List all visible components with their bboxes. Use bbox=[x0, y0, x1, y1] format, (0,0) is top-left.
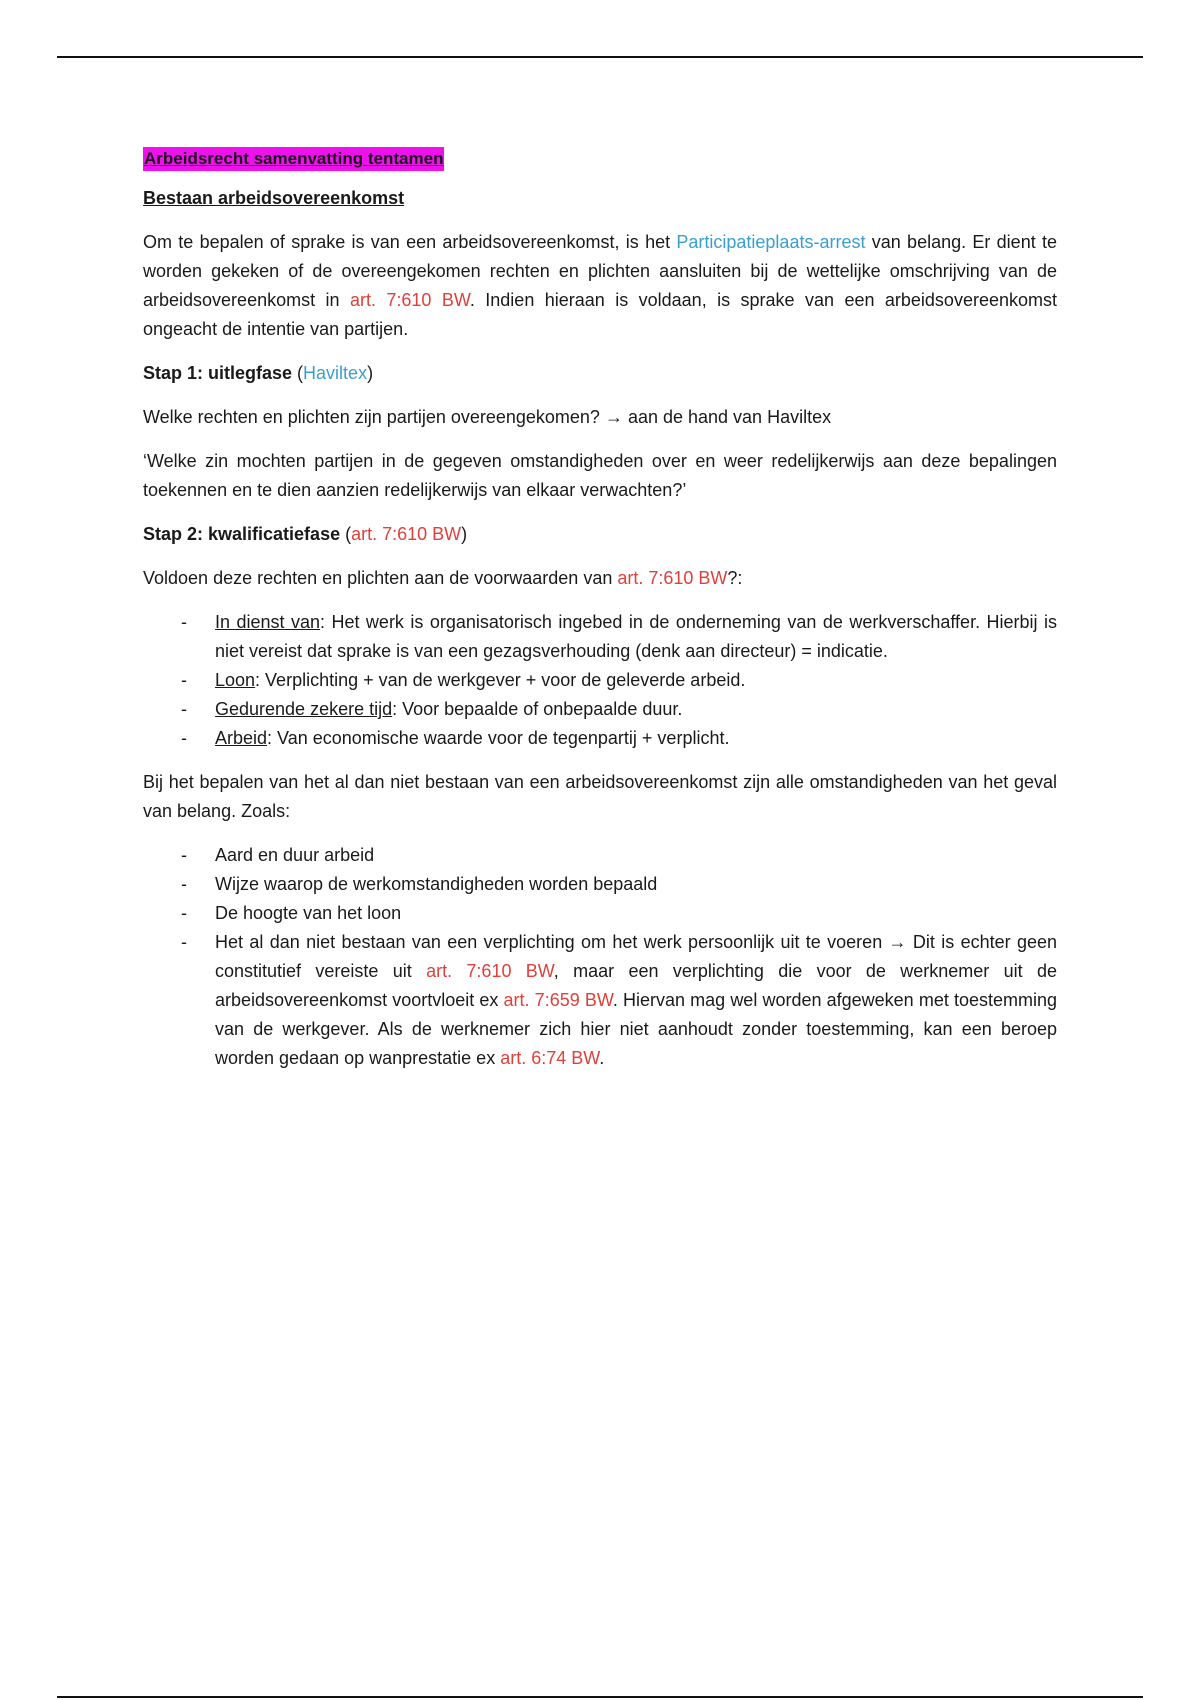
document-title: Arbeidsrecht samenvatting tentamen bbox=[143, 147, 444, 171]
list-item: - Wijze waarop de werkomstandigheden worden bepaald bbox=[143, 870, 1057, 899]
article-7-659-reference: art. 7:659 BW bbox=[503, 990, 613, 1010]
article-7-610-reference: art. 7:610 BW bbox=[426, 961, 554, 981]
intro-text-1: Om te bepalen of sprake is van een arbeidsovereenkomst, is het bbox=[143, 232, 677, 252]
step2-close-paren: ) bbox=[461, 524, 468, 544]
criterion-text: : Het werk is organisatorisch ingebed in de onderneming van de werkverschaffer. Hierbij is niet vereist dat sprake is van een gezagsverhouding (denk aan directeur) = indicatie. bbox=[215, 612, 1058, 661]
last-item-text-1: Het al dan niet bestaan van een verplichting om het werk persoonlijk uit te voeren → Dit is echter geen constitutief vereiste uit bbox=[215, 932, 1057, 981]
participatieplaats-arrest-reference: Participatieplaats-arrest bbox=[676, 232, 866, 252]
step1-question: Welke rechten en plichten zijn partijen overeengekomen? → aan de hand van Haviltex bbox=[143, 407, 832, 427]
article-reference: art. 7:610 BW bbox=[349, 290, 470, 310]
step1-heading bbox=[143, 359, 1057, 388]
list-item bbox=[143, 608, 1057, 666]
last-item-text-4: . bbox=[599, 1048, 605, 1068]
list-item: - De hoogte van het loon bbox=[143, 899, 1057, 928]
step2-heading bbox=[143, 520, 1057, 549]
criterion-term: In dienst van bbox=[215, 612, 320, 632]
step2-open-paren: ( bbox=[340, 524, 352, 544]
last-item-text-3: . Hiervan mag wel worden afgeweken met toestemming van de werkgever. Als de werknemer zich hier niet aanhoudt zonder toestemming, kan een beroep worden gedaan op wanprestatie ex bbox=[215, 990, 1058, 1068]
criterion-text: : Voor bepaalde of onbepaalde duur. bbox=[392, 699, 683, 719]
step1-close-paren: ) bbox=[367, 363, 374, 383]
list-item bbox=[143, 666, 1057, 695]
criterion-term: Gedurende zekere tijd bbox=[215, 699, 393, 719]
list-item: - Aard en duur arbeid bbox=[143, 841, 1057, 870]
header-rule bbox=[57, 56, 1143, 58]
section-heading-text: Bestaan arbeidsovereenkomst bbox=[143, 188, 405, 208]
haviltex-reference: Haviltex bbox=[303, 363, 368, 383]
article-6-74-reference: art. 6:74 BW bbox=[500, 1048, 600, 1068]
step1-open-paren: ( bbox=[292, 363, 304, 383]
criterion-text: : Van economische waarde voor de tegenpartij + verplicht. bbox=[267, 728, 730, 748]
intro-text-2: van belang. Er dient te worden gekeken of de overeengekomen rechten en plichten aansluiten bij de wettelijke omschrijving van de arbeidsovereenkomst in bbox=[143, 232, 1057, 310]
step2-intro-text-2: ?: bbox=[727, 568, 743, 588]
step2-article-reference: art. 7:610 BW bbox=[351, 524, 462, 544]
criteria-list bbox=[143, 608, 1057, 753]
document-title-wrap bbox=[143, 144, 1057, 184]
section-heading bbox=[143, 184, 1057, 213]
criterion-term: Loon bbox=[215, 670, 256, 690]
footer-rule bbox=[57, 1696, 1143, 1698]
intro-text-3: . Indien hieraan is voldaan, is sprake van een arbeidsovereenkomst ongeacht de intentie van partijen. bbox=[143, 290, 1057, 339]
haviltex-quote: ‘Welke zin mochten partijen in de gegeven omstandigheden over en weer redelijkerwijs aan deze bepalingen toekennen en te dien aanzien redelijkerwijs van elkaar verwachten?’ bbox=[143, 451, 1057, 500]
step2-intro-article-reference: art. 7:610 BW bbox=[617, 568, 728, 588]
list-item bbox=[143, 928, 1057, 1073]
circumstances-intro: Bij het bepalen van het al dan niet bestaan van een arbeidsovereenkomst zijn alle omstandigheden van het geval van belang. Zoals: bbox=[143, 772, 1057, 821]
last-item-text-2: , maar een verplichting die voor de werknemer uit de arbeidsovereenkomst voortvloeit ex bbox=[215, 961, 1057, 1010]
circumstances-list bbox=[143, 841, 1057, 1073]
criterion-term: Arbeid bbox=[215, 728, 268, 748]
list-item bbox=[143, 695, 1057, 724]
list-item bbox=[143, 724, 1057, 753]
intro-paragraph bbox=[143, 228, 1057, 344]
step2-intro bbox=[143, 564, 1057, 593]
step1-heading-text: Stap 1: uitlegfase bbox=[143, 363, 293, 383]
document-body bbox=[143, 144, 1057, 1088]
step2-heading-text: Stap 2: kwalificatiefase bbox=[143, 524, 341, 544]
criterion-text: : Verplichting + van de werkgever + voor de geleverde arbeid. bbox=[255, 670, 746, 690]
step2-intro-text-1: Voldoen deze rechten en plichten aan de voorwaarden van bbox=[143, 568, 618, 588]
